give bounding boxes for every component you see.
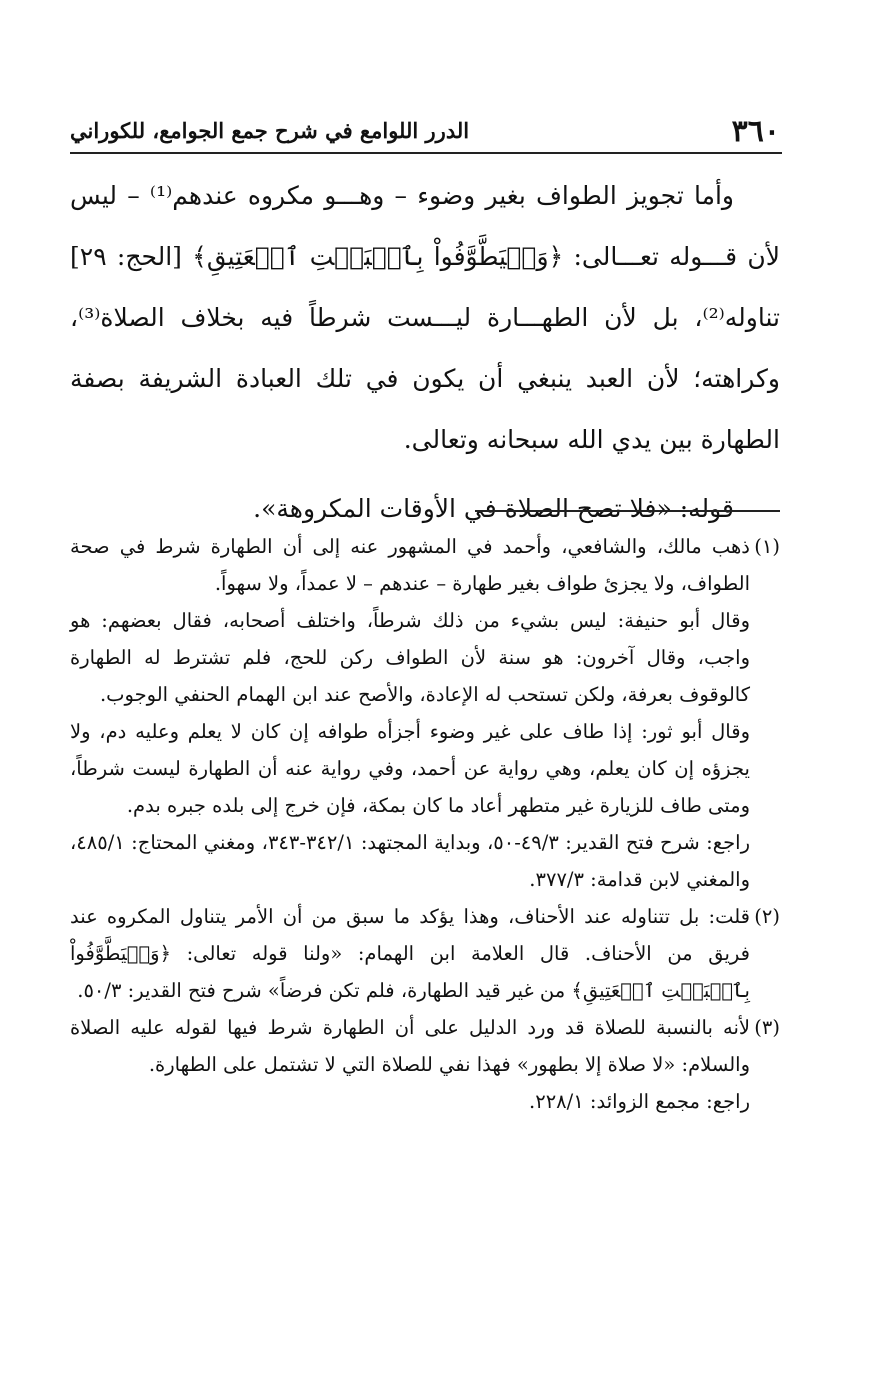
footnote-paragraph: راجع: شرح فتح القدير: ٤٩/٣-٥٠، وبداية المجتهد: ٣٤٢/١-٣٤٣، ومغني المحتاج: ٤٨٥/١، والمغني لابن قدامة: ٣٧٧/٣. (70, 831, 751, 891)
footnote-paragraph: راجع: مجمع الزوائد: ٢٢٨/١. (529, 1090, 750, 1113)
main-text (70, 165, 780, 539)
footnote-paragraph: وقال أبو ثور: إذا طاف على غير وضوء أجزأه طوافه إن كان لا يعلم وعليه دم، ولا يجزؤه إن كان يعلم، وهي رواية عن أحمد، وفي رواية عنه أن الطهارة ليست شرطاً، ومتى طاف للزيارة غير متطهر أعاد ما كان بمكة، فإن خرج إلى بلده جبره بدم. (70, 720, 750, 817)
footnote-3 (70, 1009, 780, 1083)
body-paragraph: قوله: «فلا تصح الصلاة في الأوقات المكروهة». (253, 494, 734, 523)
page-number: ٣٦٠ (731, 114, 780, 149)
footnote-paragraph: وقال أبو حنيفة: ليس بشيء من ذلك شرطاً، واختلف أصحابه، فقال بعضهم: هو واجب، وقال آخرون: هو سنة لأن الطواف ركن للحج، فلم تشترط له الطهارة كالوقوف بعرفة، ولكن تستحب له الإعادة، والأصح عند ابن الهمام الحنفي الوجوب. (70, 609, 750, 706)
running-title: الدرر اللوامع في شرح جمع الجوامع، للكوراني (70, 118, 470, 143)
footnote-text: لأنه بالنسبة للصلاة قد ورد الدليل على أن الطهارة شرط فيها لقوله عليه الصلاة والسلام: «لا صلاة إلا بطهور» فهذا نفي للصلاة التي لا تشتمل على الطهارة. (70, 1016, 750, 1076)
footnote-mark: (٢) (754, 905, 780, 928)
footnote-text: قلت: بل تتناوله عند الأحناف، وهذا يؤكد ما سبق من أن الأمر يتناول المكروه عند فريق من الأحناف. قال العلامة ابن الهمام: «ولنا قوله تعالى: ﴿وَلۡيَطَّوَّفُواْ بِٱلۡبَيۡتِ ٱلۡعَتِيقِ﴾ من غير قيد الطهارة، فلم تكن فرضاً» شرح فتح القدير: ٥٠/٣. (70, 905, 750, 1002)
page-header (70, 110, 780, 150)
footnote-separator (475, 510, 780, 512)
body-paragraph: وأما تجويز الطواف بغير وضوء – وهـــو مكروه عندهم⁽¹⁾ – ليس لأن قـــوله تعـــالى: ﴿وَلۡيَطَّوَّفُواْ بِٱلۡبَيۡتِ ٱلۡعَتِيقِ﴾ [الحج: ٢٩] تناوله⁽²⁾، بل لأن الطهـــارة ليـــست شرطاً فيه بخلاف الصلاة⁽³⁾، وكراهته؛ لأن العبد ينبغي أن يكون في تلك العبادة الشريفة بصفة الطهارة بين يدي الله سبحانه وتعالى. (70, 181, 780, 454)
footnote-text: ذهب مالك، والشافعي، وأحمد في المشهور عنه إلى أن الطهارة شرط في صحة الطواف، ولا يجزئ طواف بغير طهارة – عندهم – لا عمداً، ولا سهواً. (70, 535, 750, 595)
header-rule (70, 152, 782, 154)
footnote-mark: (١) (754, 535, 780, 558)
footnote-1 (70, 528, 780, 602)
footnote-mark: (٣) (754, 1016, 780, 1039)
footnotes (70, 528, 780, 1120)
footnote-2 (70, 898, 780, 1009)
